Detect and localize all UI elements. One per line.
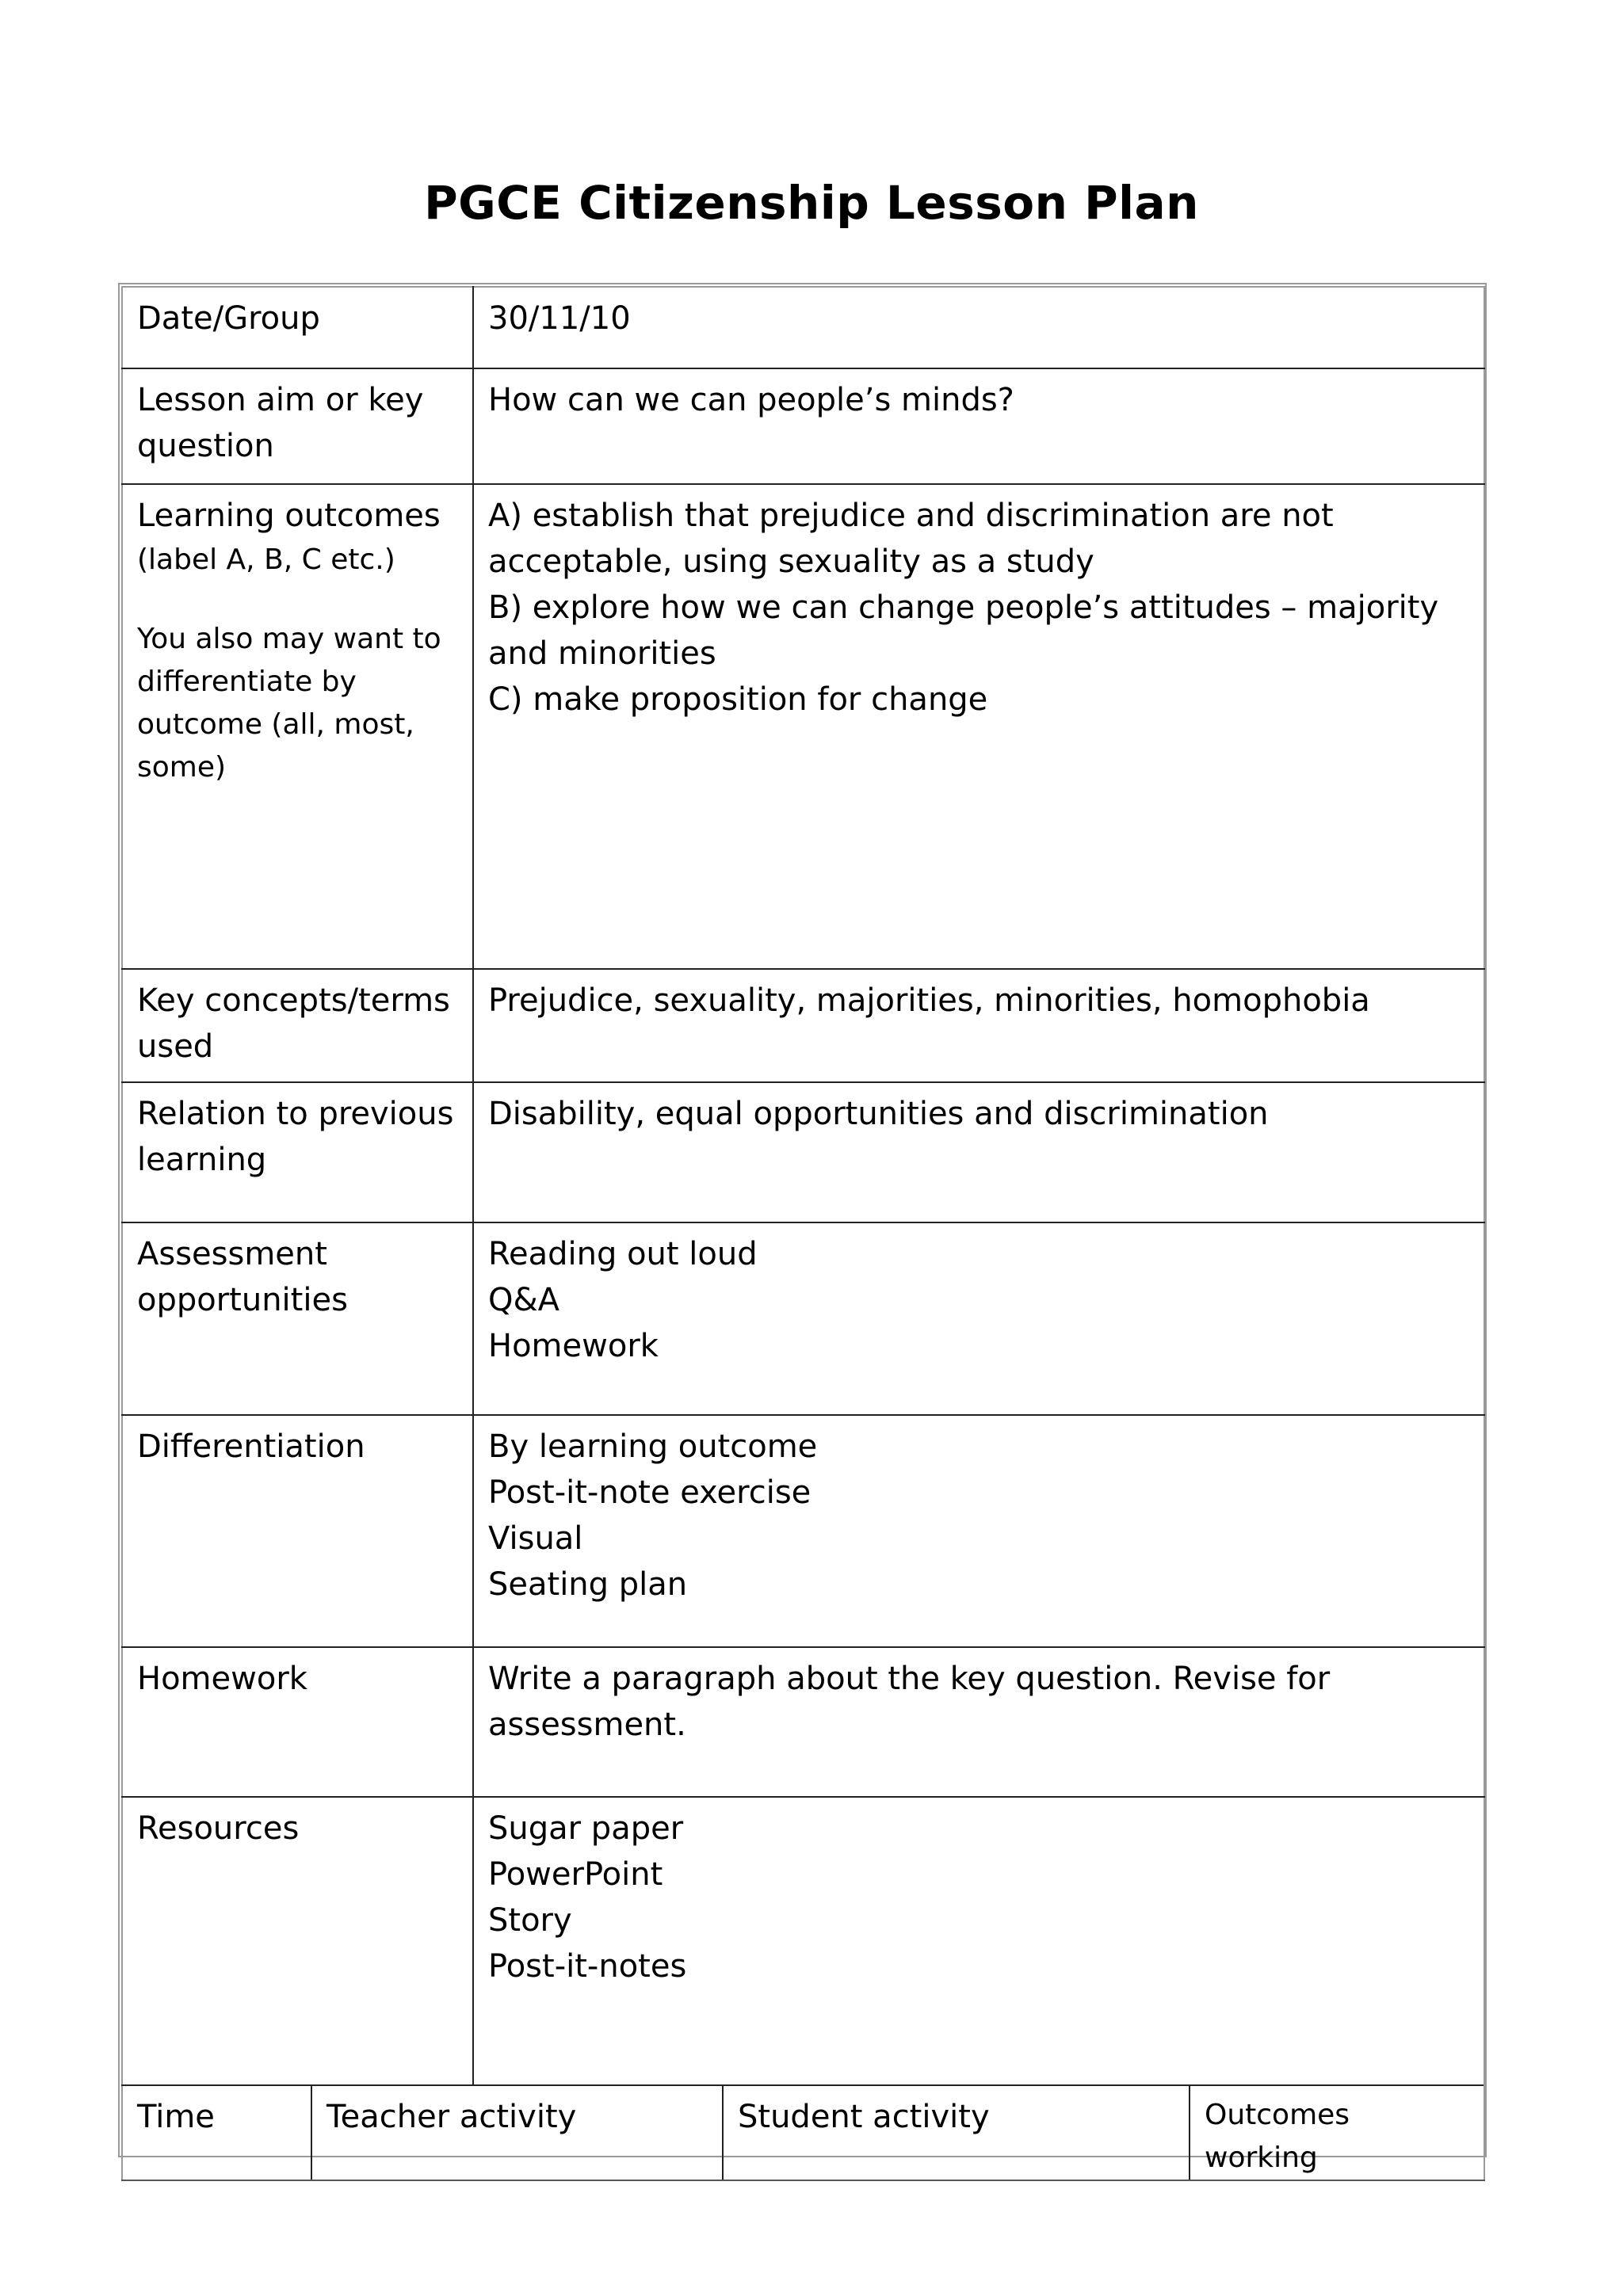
header-teacher-activity: Teacher activity: [311, 2085, 723, 2180]
outcome-b: B) explore how we can change people’s attitudes – majority and minorities: [488, 589, 1439, 672]
label-assessment: Assessment opportunities: [122, 1222, 473, 1415]
row-resources: [122, 1797, 1484, 2085]
outcome-c: C) make proposition for change: [488, 681, 988, 718]
value-differentiation: [473, 1415, 1484, 1647]
outcome-a: A) establish that prejudice and discrimination are not acceptable, using sexuality as a study: [488, 498, 1334, 580]
differentiation-item: Visual: [488, 1520, 583, 1557]
differentiation-item: Seating plan: [488, 1566, 688, 1603]
assessment-item: Q&A: [488, 1282, 560, 1318]
lesson-plan-table: [121, 286, 1485, 2086]
header-outcomes-working: Outcomes working: [1190, 2085, 1484, 2180]
row-learning-outcomes: [122, 484, 1484, 969]
label-lesson-aim: Lesson aim or key question: [122, 368, 473, 484]
activity-header-table: [121, 2084, 1485, 2181]
label-relation-previous: Relation to previous learning: [122, 1082, 473, 1222]
row-assessment: [122, 1222, 1484, 1415]
label-key-concepts: Key concepts/terms used: [122, 969, 473, 1082]
resource-item: Sugar paper: [488, 1810, 684, 1847]
label-date-group: Date/Group: [122, 287, 473, 368]
row-lesson-aim: [122, 368, 1484, 484]
row-relation-previous: [122, 1082, 1484, 1222]
assessment-item: Homework: [488, 1328, 659, 1364]
value-homework: Write a paragraph about the key question. Revise for assessment.: [473, 1647, 1484, 1797]
row-key-concepts: [122, 969, 1484, 1082]
label-homework: Homework: [122, 1647, 473, 1797]
label-differentiation: Differentiation: [122, 1415, 473, 1647]
activity-header-row: [122, 2085, 1484, 2180]
value-assessment: [473, 1222, 1484, 1415]
assessment-item: Reading out loud: [488, 1236, 758, 1272]
resource-item: PowerPoint: [488, 1856, 663, 1893]
row-homework: [122, 1647, 1484, 1797]
value-learning-outcomes: [473, 484, 1484, 969]
differentiation-item: By learning outcome: [488, 1428, 818, 1465]
learning-outcomes-hint: You also may want to differentiate by outcome (all, most, some): [137, 623, 441, 784]
label-learning-outcomes: [122, 484, 473, 969]
header-time: Time: [122, 2085, 311, 2180]
label-resources: Resources: [122, 1797, 473, 2085]
value-lesson-aim: How can we can people’s minds?: [473, 368, 1484, 484]
value-relation-previous: Disability, equal opportunities and discrimination: [473, 1082, 1484, 1222]
header-student-activity: Student activity: [723, 2085, 1190, 2180]
row-date-group: [122, 287, 1484, 368]
resource-item: Post-it-notes: [488, 1948, 687, 1985]
value-resources: [473, 1797, 1484, 2085]
resource-item: Story: [488, 1902, 572, 1939]
page-title: PGCE Citizenship Lesson Plan: [424, 176, 1199, 230]
value-date-group: 30/11/10: [473, 287, 1484, 368]
row-differentiation: [122, 1415, 1484, 1647]
learning-outcomes-title: Learning outcomes: [137, 498, 441, 534]
learning-outcomes-note: (label A, B, C etc.): [137, 543, 395, 576]
value-key-concepts: Prejudice, sexuality, majorities, minorities, homophobia: [473, 969, 1484, 1082]
differentiation-item: Post-it-note exercise: [488, 1474, 812, 1511]
